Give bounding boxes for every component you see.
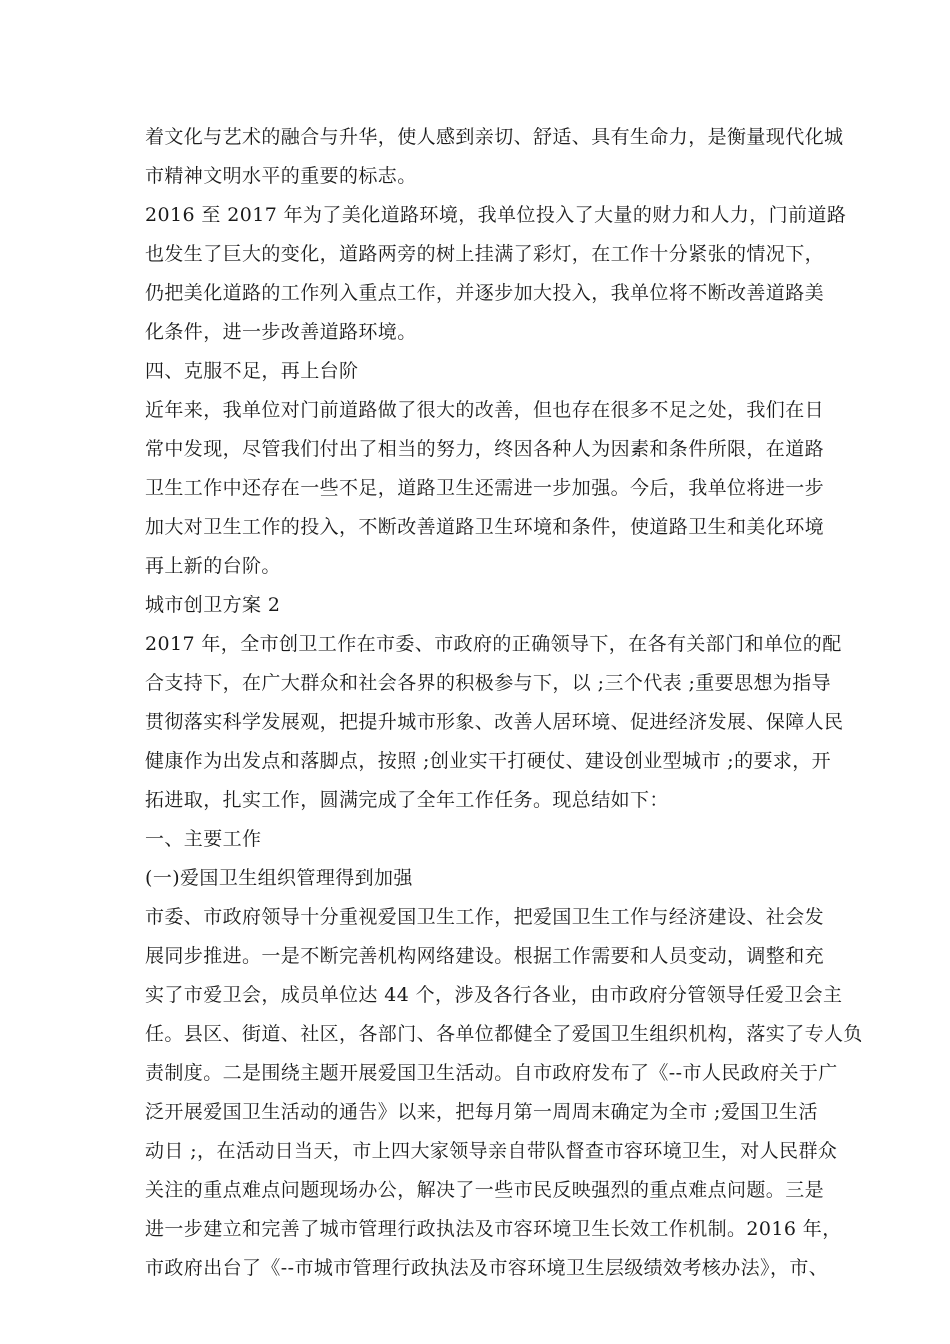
body-text-line: 实了市爱卫会，成员单位达 44 个，涉及各行各业，由市政府分管领导任爱卫会主: [145, 984, 843, 1006]
body-text-line: 也发生了巨大的变化，道路两旁的树上挂满了彩灯，在工作十分紧张的情况下，: [145, 243, 825, 265]
body-text-line: 进一步建立和完善了城市管理行政执法及市容环境卫生长效工作机制。2016 年，: [145, 1218, 842, 1240]
body-text-line: 加大对卫生工作的投入，不断改善道路卫生环境和条件，使道路卫生和美化环境: [145, 516, 825, 538]
document-subtitle: 城市创卫方案 2: [145, 594, 281, 616]
body-text-line: 健康作为出发点和落脚点，按照 ;创业实干打硬仗、建设创业型城市 ;的要求，开: [145, 750, 832, 772]
body-text-line: 卫生工作中还存在一些不足，道路卫生还需进一步加强。今后，我单位将进一步: [145, 477, 825, 499]
body-text-line: 任。县区、街道、社区，各部门、各单位都健全了爱国卫生组织机构，落实了专人负: [145, 1023, 863, 1045]
body-text-line: 拓进取，扎实工作，圆满完成了全年工作任务。现总结如下：: [145, 789, 669, 811]
body-text-line: 常中发现，尽管我们付出了相当的努力，终因各种人为因素和条件所限，在道路: [145, 438, 825, 460]
body-text-line: 近年来，我单位对门前道路做了很大的改善，但也存在很多不足之处，我们在日: [145, 399, 825, 421]
body-text-line: 2016 至 2017 年为了美化道路环境，我单位投入了大量的财力和人力，门前道路: [145, 204, 847, 226]
body-text-line: 着文化与艺术的融合与升华，使人感到亲切、舒适、具有生命力，是衡量现代化城: [145, 126, 844, 148]
body-text-line: 展同步推进。一是不断完善机构网络建设。根据工作需要和人员变动，调整和充: [145, 945, 825, 967]
body-text-line: 关注的重点难点问题现场办公，解决了一些市民反映强烈的重点难点问题。三是: [145, 1179, 825, 1201]
body-text-line: 仍把美化道路的工作列入重点工作，并逐步加大投入，我单位将不断改善道路美: [145, 282, 825, 304]
body-text-line: 贯彻落实科学发展观，把提升城市形象、改善人居环境、促进经济发展、保障人民: [145, 711, 844, 733]
body-text-line: 泛开展爱国卫生活动的通告》以来，把每月第一周周末确定为全市 ;爱国卫生活: [145, 1101, 818, 1123]
body-text-line: 化条件，进一步改善道路环境。: [145, 321, 417, 343]
body-text-line: 市精神文明水平的重要的标志。: [145, 165, 417, 187]
body-text-line: 再上新的台阶。: [145, 555, 281, 577]
document-body: [145, 118, 863, 1288]
body-text-line: 2017 年，全市创卫工作在市委、市政府的正确领导下，在各有关部门和单位的配: [145, 633, 842, 655]
body-text-line: 市政府出台了《--市城市管理行政执法及市容环境卫生层级绩效考核办法》，市、: [145, 1257, 829, 1279]
section-heading: 四、克服不足，再上台阶: [145, 360, 359, 382]
body-text-line: 市委、市政府领导十分重视爱国卫生工作，把爱国卫生工作与经济建设、社会发: [145, 906, 825, 928]
body-text-line: 动日 ;，在活动日当天，市上四大家领导亲自带队督查市容环境卫生，对人民群众: [145, 1140, 838, 1162]
section-heading: 一、主要工作: [145, 828, 262, 850]
body-text-line: 合支持下，在广大群众和社会各界的积极参与下，以 ;三个代表 ;重要思想为指导: [145, 672, 832, 694]
subsection-heading: (一)爱国卫生组织管理得到加强: [145, 867, 413, 889]
body-text-line: 责制度。二是围绕主题开展爱国卫生活动。自市政府发布了《--市人民政府关于广: [145, 1062, 838, 1084]
